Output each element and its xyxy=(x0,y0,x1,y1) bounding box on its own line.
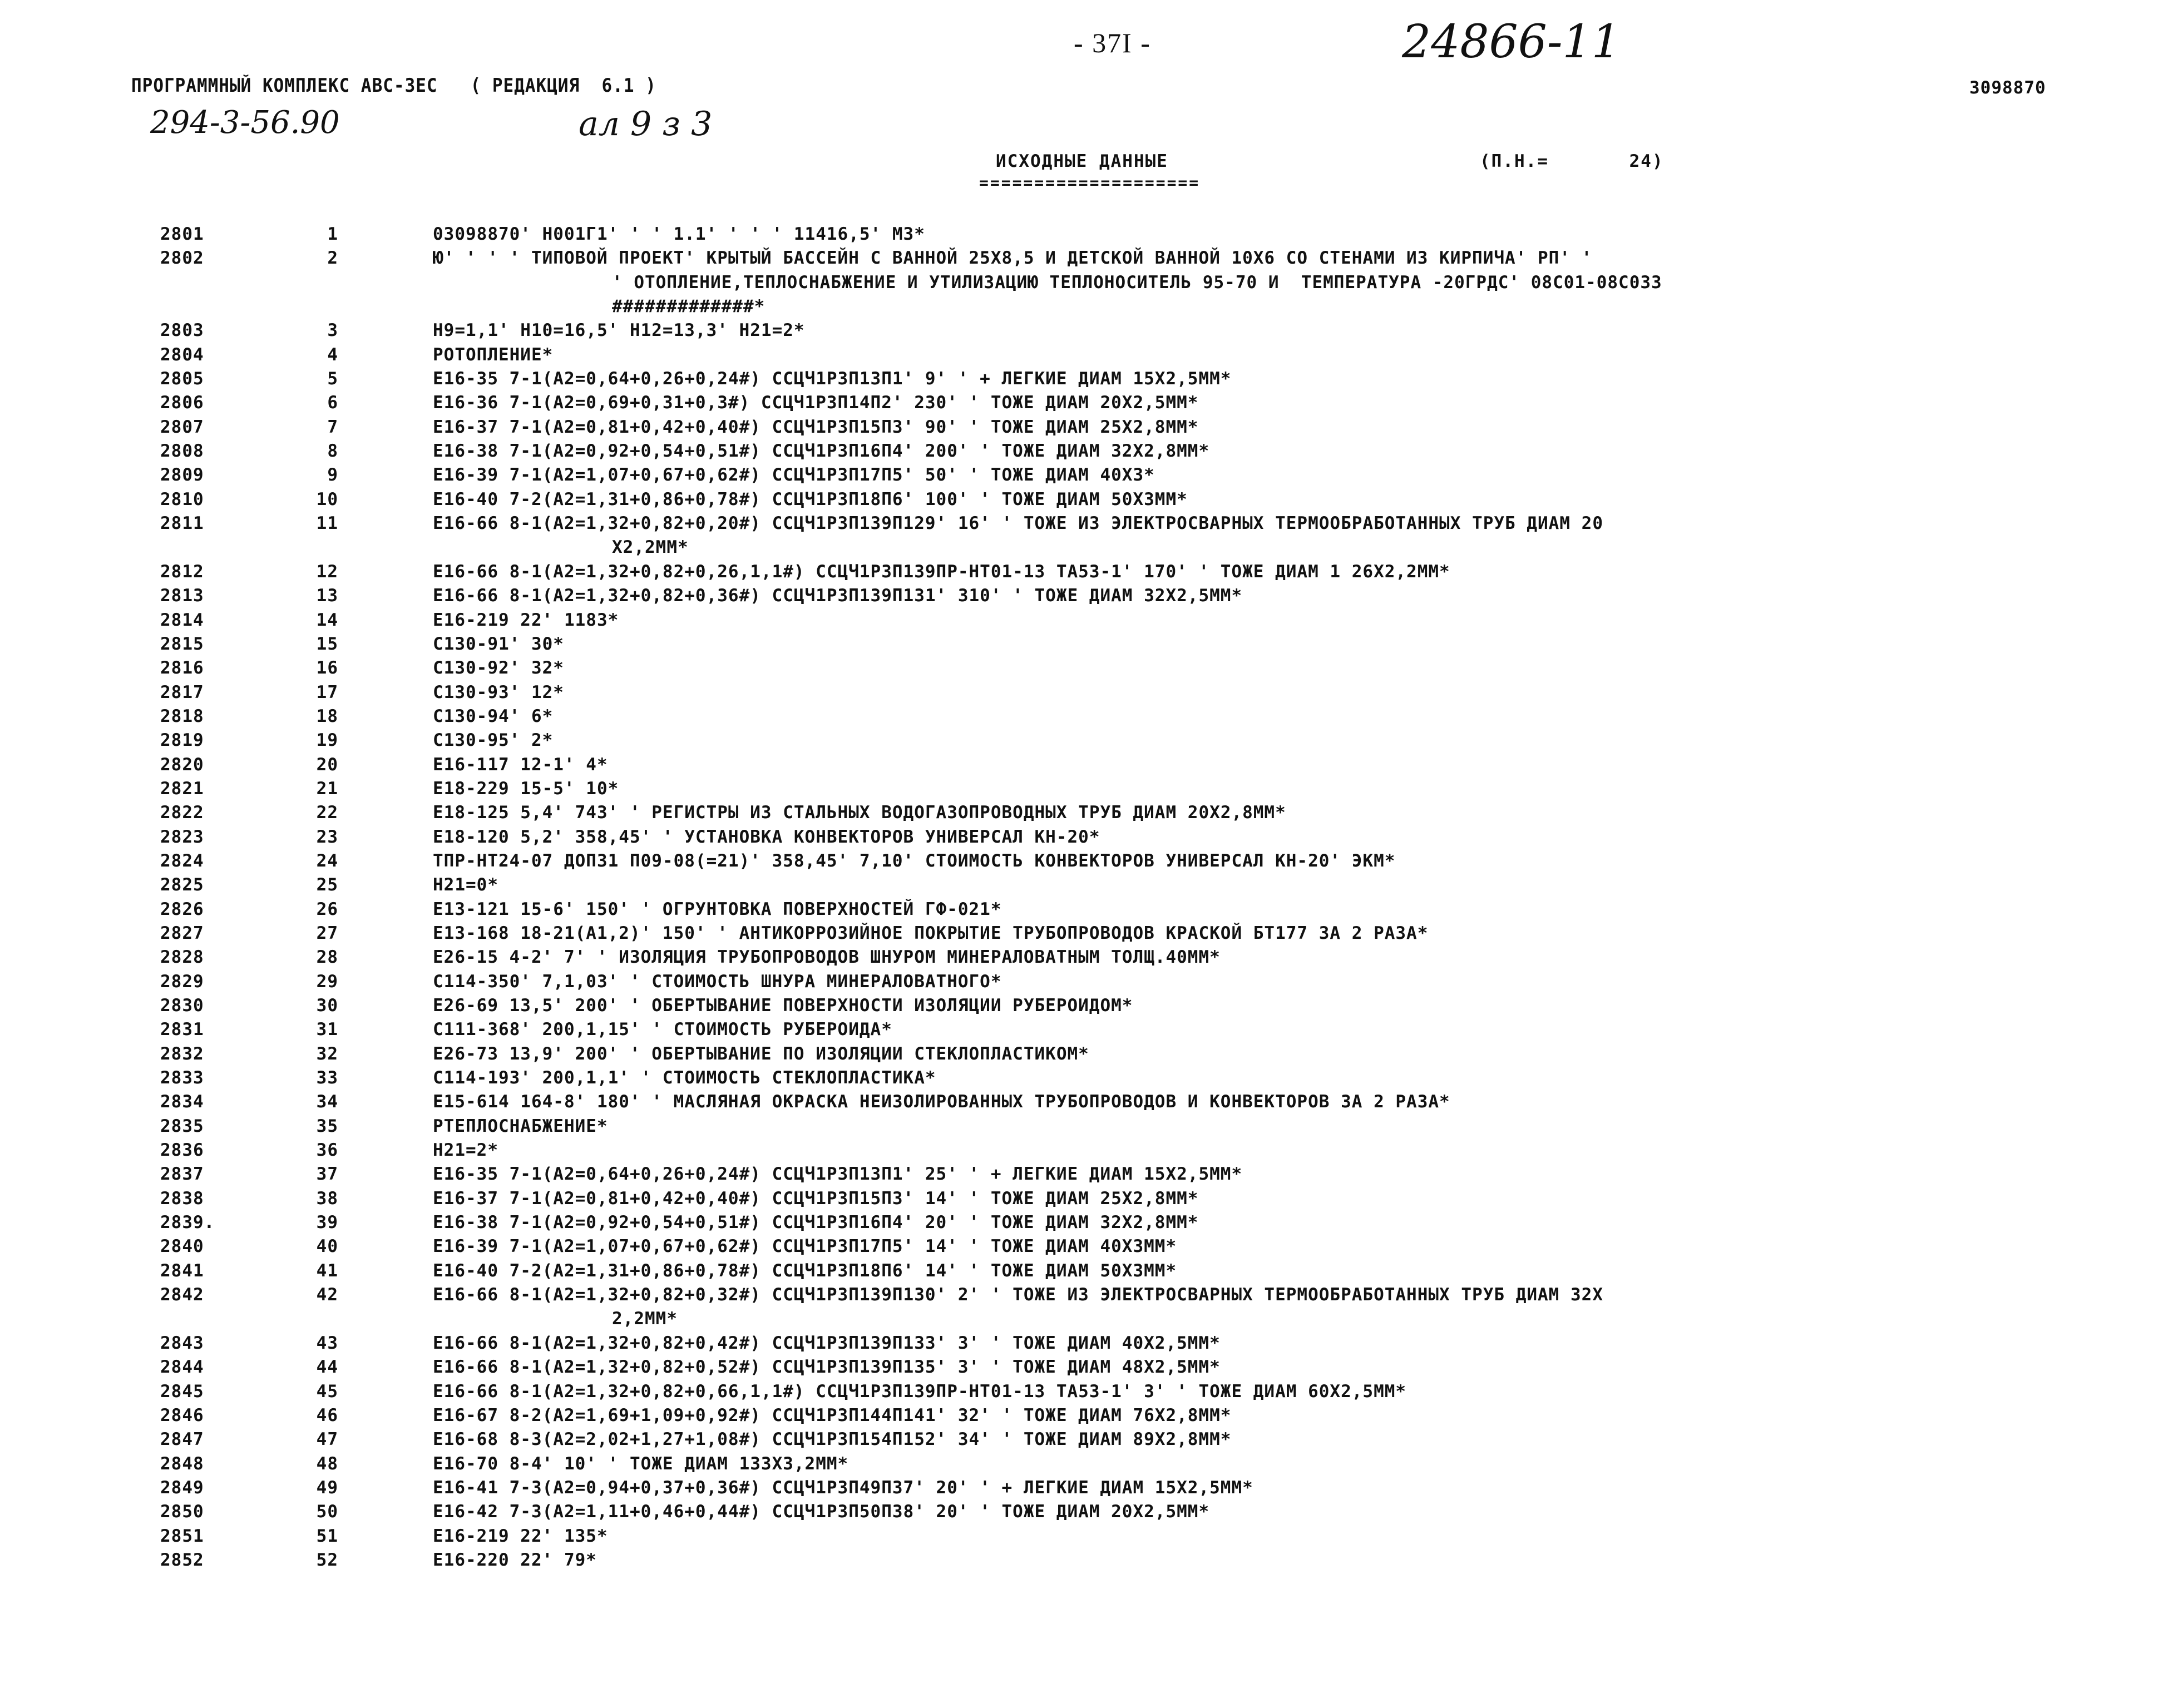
row-code: 2836 xyxy=(160,1140,204,1161)
row-text: С130-94' 6* xyxy=(433,706,554,726)
listing-row xyxy=(0,1476,2168,1500)
row-number: 45 xyxy=(316,1381,338,1402)
listing-row xyxy=(0,246,2168,270)
row-text: С114-193' 200,1,1' ' СТОИМОСТЬ СТЕКЛОПЛАСТИКА* xyxy=(433,1068,936,1088)
row-text: Ю' ' ' ' ТИПОВОЙ ПРОЕКТ' КРЫТЫЙ БАССЕЙН С ВАННОЙ 25Х8,5 И ДЕТСКОЙ ВАННОЙ 10Х6 СО СТЕНАМИ ИЗ КИРПИЧА' РП' ' xyxy=(433,248,1593,269)
row-continuation-text: #############* xyxy=(612,296,766,317)
row-text: Е16-37 7-1(А2=0,81+0,42+0,40#) ССЦЧ1Р3П15П3' 90' ' ТОЖЕ ДИАМ 25Х2,8ММ* xyxy=(433,417,1199,437)
row-code: 2824 xyxy=(160,850,204,871)
row-code: 2849 xyxy=(160,1477,204,1498)
row-text: ТПР-НТ24-07 ДОП31 П09-08(=21)' 358,45' 7,10' СТОИМОСТЬ КОНВЕКТОРОВ УНИВЕРСАЛ КН-20' ЭКМ* xyxy=(433,850,1396,871)
program-header: ПРОГРАММНЫЙ КОМПЛЕКС АВС-3ЕС ( РЕДАКЦИЯ 6.1 ) xyxy=(131,75,656,97)
listing-row xyxy=(0,849,2168,873)
row-code: 2804 xyxy=(160,344,204,365)
row-text: С111-368' 200,1,15' ' СТОИМОСТЬ РУБЕРОИДА* xyxy=(433,1019,892,1040)
row-number: 24 xyxy=(316,850,338,871)
listing-row xyxy=(0,222,2168,246)
row-number: 18 xyxy=(316,706,338,726)
row-text: РТЕПЛОСНАБЖЕНИЕ* xyxy=(433,1116,608,1136)
row-text: С130-91' 30* xyxy=(433,633,564,654)
listing-row xyxy=(0,825,2168,849)
listing-row xyxy=(0,777,2168,801)
row-number: 1 xyxy=(327,224,338,244)
row-number: 48 xyxy=(316,1453,338,1474)
row-text: Е26-73 13,9' 200' ' ОБЕРТЫВАНИЕ ПО ИЗОЛЯЦИИ СТЕКЛОПЛАСТИКОМ* xyxy=(433,1043,1089,1064)
row-code: 2807 xyxy=(160,417,204,437)
listing-row xyxy=(0,1548,2168,1572)
row-code: 2829 xyxy=(160,971,204,992)
listing-row xyxy=(0,1331,2168,1355)
row-text: С130-92' 32* xyxy=(433,658,564,679)
row-text: Е18-120 5,2' 358,45' ' УСТАНОВКА КОНВЕКТОРОВ УНИВЕРСАЛ КН-20* xyxy=(433,826,1100,847)
row-number: 13 xyxy=(316,586,338,606)
row-code: 2826 xyxy=(160,899,204,919)
row-text: Е16-66 8-1(А2=1,32+0,82+0,20#) ССЦЧ1Р3П139П129' 16' ' ТОЖЕ ИЗ ЭЛЕКТРОСВАРНЫХ ТЕРМООБРАБОТАННЫХ ТРУБ ДИАМ 20 xyxy=(433,513,1604,534)
row-number: 46 xyxy=(316,1405,338,1425)
row-code: 2808 xyxy=(160,441,204,462)
row-code: 2842 xyxy=(160,1285,204,1305)
row-code: 2825 xyxy=(160,875,204,895)
page-number: - 37I - xyxy=(1074,27,1151,58)
row-code: 2821 xyxy=(160,778,204,799)
row-code: 2847 xyxy=(160,1429,204,1450)
row-text: Е16-66 8-1(А2=1,32+0,82+0,66,1,1#) ССЦЧ1Р3П139ПР-НТ01-13 ТА53-1' 3' ' ТОЖЕ ДИАМ 60Х2,5ММ* xyxy=(433,1381,1407,1402)
row-text: Е16-36 7-1(А2=0,69+0,31+0,3#) ССЦЧ1Р3П14П2' 230' ' ТОЖЕ ДИАМ 20Х2,5ММ* xyxy=(433,393,1199,413)
row-number: 16 xyxy=(316,658,338,679)
row-number: 14 xyxy=(316,610,338,630)
row-code: 2810 xyxy=(160,489,204,509)
listing-row xyxy=(0,536,2168,560)
row-number: 15 xyxy=(316,633,338,654)
row-number: 40 xyxy=(316,1236,338,1257)
listing-row xyxy=(0,945,2168,969)
row-text: Е26-69 13,5' 200' ' ОБЕРТЫВАНИЕ ПОВЕРХНОСТИ ИЗОЛЯЦИИ РУБЕРОИДОМ* xyxy=(433,996,1133,1016)
row-number: 27 xyxy=(316,923,338,943)
row-text: Н21=0* xyxy=(433,875,498,895)
row-code: 2806 xyxy=(160,393,204,413)
listing-row xyxy=(0,1066,2168,1090)
listing-row xyxy=(0,1115,2168,1138)
row-code: 2820 xyxy=(160,754,204,775)
row-text: С130-95' 2* xyxy=(433,730,554,751)
row-text: Н21=2* xyxy=(433,1140,498,1161)
row-code: 2809 xyxy=(160,465,204,486)
row-number: 39 xyxy=(316,1212,338,1233)
row-text: Е16-41 7-3(А2=0,94+0,37+0,36#) ССЦЧ1Р3П49П37' 20' ' + ЛЕГКИЕ ДИАМ 15Х2,5ММ* xyxy=(433,1477,1253,1498)
listing-row xyxy=(0,1283,2168,1307)
row-text: С130-93' 12* xyxy=(433,682,564,702)
row-number: 21 xyxy=(316,778,338,799)
row-text: Е13-121 15-6' 150' ' ОГРУНТОВКА ПОВЕРХНОСТЕЙ ГФ-021* xyxy=(433,899,1002,919)
listing-row xyxy=(0,753,2168,777)
row-code: 2838 xyxy=(160,1188,204,1209)
row-number: 34 xyxy=(316,1092,338,1112)
row-number: 9 xyxy=(327,465,338,486)
row-number: 44 xyxy=(316,1357,338,1378)
row-continuation-text: ' ОТОПЛЕНИЕ,ТЕПЛОСНАБЖЕНИЕ И УТИЛИЗАЦИЮ ТЕПЛОНОСИТЕЛЬ 95-70 И ТЕМПЕРАТУРА -20ГРДС' 08С01-08С033 xyxy=(612,272,1662,293)
row-number: 41 xyxy=(316,1260,338,1281)
listing-row xyxy=(0,584,2168,608)
row-text: Е16-35 7-1(А2=0,64+0,26+0,24#) ССЦЧ1Р3П13П1' 9' ' + ЛЕГКИЕ ДИАМ 15Х2,5ММ* xyxy=(433,369,1232,389)
listing-row xyxy=(0,922,2168,945)
row-code: 2830 xyxy=(160,996,204,1016)
row-text: Е16-35 7-1(А2=0,64+0,26+0,24#) ССЦЧ1Р3П13П1' 25' ' + ЛЕГКИЕ ДИАМ 15Х2,5ММ* xyxy=(433,1164,1243,1185)
listing-row xyxy=(0,681,2168,705)
listing-row xyxy=(0,873,2168,897)
row-number: 5 xyxy=(327,369,338,389)
row-number: 37 xyxy=(316,1164,338,1185)
row-code: 2822 xyxy=(160,803,204,823)
row-number: 36 xyxy=(316,1140,338,1161)
listing-row xyxy=(0,801,2168,825)
row-text: Е16-37 7-1(А2=0,81+0,42+0,40#) ССЦЧ1Р3П15П3' 14' ' ТОЖЕ ДИАМ 25Х2,8ММ* xyxy=(433,1188,1199,1209)
row-text: Е18-229 15-5' 10* xyxy=(433,778,619,799)
row-number: 4 xyxy=(327,344,338,365)
row-text: 03098870' Н001Г1' ' ' 1.1' ' ' ' 11416,5' М3* xyxy=(433,224,925,244)
row-text: Е16-67 8-2(А2=1,69+1,09+0,92#) ССЦЧ1Р3П144П141' 32' ' ТОЖЕ ДИАМ 76Х2,8ММ* xyxy=(433,1405,1232,1425)
row-code: 2832 xyxy=(160,1043,204,1064)
listing-row xyxy=(0,1500,2168,1524)
listing-row xyxy=(0,391,2168,415)
listing-row xyxy=(0,705,2168,729)
row-text: Е16-219 22' 1183* xyxy=(433,610,619,630)
row-code: 2815 xyxy=(160,633,204,654)
listing-row xyxy=(0,1404,2168,1428)
row-code: 2805 xyxy=(160,369,204,389)
row-text: Е26-15 4-2' 7' ' ИЗОЛЯЦИЯ ТРУБОПРОВОДОВ ШНУРОМ МИНЕРАЛОВАТНЫМ ТОЛЩ.40ММ* xyxy=(433,947,1221,968)
header-reference-number: 3098870 xyxy=(1969,78,2046,98)
row-number: 3 xyxy=(327,320,338,341)
listing-row xyxy=(0,1090,2168,1114)
row-code: 2823 xyxy=(160,826,204,847)
row-code: 2802 xyxy=(160,248,204,269)
row-code: 2818 xyxy=(160,706,204,726)
row-code: 2801 xyxy=(160,224,204,244)
row-code: 2848 xyxy=(160,1453,204,1474)
row-continuation-text: Х2,2ММ* xyxy=(612,537,689,558)
row-number: 50 xyxy=(316,1502,338,1522)
row-code: 2846 xyxy=(160,1405,204,1425)
row-number: 8 xyxy=(327,441,338,462)
listing-row xyxy=(0,1042,2168,1066)
row-text: Н9=1,1' Н10=16,5' Н12=13,3' Н21=2* xyxy=(433,320,805,341)
row-number: 51 xyxy=(316,1526,338,1546)
row-code: 2850 xyxy=(160,1502,204,1522)
listing-row xyxy=(0,1235,2168,1259)
row-text: Е16-117 12-1' 4* xyxy=(433,754,608,775)
row-text: Е16-220 22' 79* xyxy=(433,1549,597,1570)
listing-row xyxy=(0,1380,2168,1404)
row-number: 38 xyxy=(316,1188,338,1209)
listing-row xyxy=(0,656,2168,680)
row-text: РОТОПЛЕНИЕ* xyxy=(433,344,554,365)
row-text: Е16-42 7-3(А2=1,11+0,46+0,44#) ССЦЧ1Р3П50П38' 20' ' ТОЖЕ ДИАМ 20Х2,5ММ* xyxy=(433,1502,1210,1522)
row-number: 31 xyxy=(316,1019,338,1040)
row-number: 28 xyxy=(316,947,338,968)
listing-row xyxy=(0,295,2168,319)
row-text: Е16-39 7-1(А2=1,07+0,67+0,62#) ССЦЧ1Р3П17П5' 14' ' ТОЖЕ ДИАМ 40Х3ММ* xyxy=(433,1236,1177,1257)
row-text: Е18-125 5,4' 743' ' РЕГИСТРЫ ИЗ СТАЛЬНЫХ ВОДОГАЗОПРОВОДНЫХ ТРУБ ДИАМ 20Х2,8ММ* xyxy=(433,803,1286,823)
row-number: 25 xyxy=(316,875,338,895)
handwritten-document-number: 24866-11 xyxy=(1402,16,1621,68)
row-number: 7 xyxy=(327,417,338,437)
row-text: С114-350' 7,1,03' ' СТОИМОСТЬ ШНУРА МИНЕРАЛОВАТНОГО* xyxy=(433,971,1002,992)
listing-row xyxy=(0,463,2168,487)
row-text: Е16-66 8-1(А2=1,32+0,82+0,32#) ССЦЧ1Р3П139П130' 2' ' ТОЖЕ ИЗ ЭЛЕКТРОСВАРНЫХ ТЕРМООБРАБОТАННЫХ ТРУБ ДИАМ 32Х xyxy=(433,1285,1604,1305)
row-number: 30 xyxy=(316,996,338,1016)
row-text: Е13-168 18-21(А1,2)' 150' ' АНТИКОРРОЗИЙНОЕ ПОКРЫТИЕ ТРУБОПРОВОДОВ КРАСКОЙ БТ177 ЗА 2 РАЗА* xyxy=(433,923,1429,943)
listing-row xyxy=(0,488,2168,512)
row-number: 47 xyxy=(316,1429,338,1450)
listing-row xyxy=(0,729,2168,752)
row-code: 2843 xyxy=(160,1333,204,1353)
row-continuation-text: 2,2ММ* xyxy=(612,1309,678,1329)
row-code: 2837 xyxy=(160,1164,204,1185)
row-number: 33 xyxy=(316,1068,338,1088)
row-number: 11 xyxy=(316,513,338,534)
row-number: 22 xyxy=(316,803,338,823)
listing-row xyxy=(0,632,2168,656)
row-code: 2816 xyxy=(160,658,204,679)
listing-row xyxy=(0,560,2168,584)
row-text: Е16-39 7-1(А2=1,07+0,67+0,62#) ССЦЧ1Р3П17П5' 50' ' ТОЖЕ ДИАМ 40Х3* xyxy=(433,465,1155,486)
listing-row xyxy=(0,1524,2168,1548)
listing-row xyxy=(0,1211,2168,1235)
section-title-underline: ==================== xyxy=(979,174,1201,192)
listing-row xyxy=(0,994,2168,1018)
row-code: 2814 xyxy=(160,610,204,630)
listing-row xyxy=(0,319,2168,343)
listing-row xyxy=(0,970,2168,994)
row-code: 2844 xyxy=(160,1357,204,1378)
row-code: 2803 xyxy=(160,320,204,341)
listing-row xyxy=(0,1187,2168,1211)
listing-row xyxy=(0,343,2168,367)
row-code: 2852 xyxy=(160,1549,204,1570)
listing-row xyxy=(0,1355,2168,1379)
row-number: 23 xyxy=(316,826,338,847)
input-data-listing xyxy=(0,222,2168,1572)
row-code: 2811 xyxy=(160,513,204,534)
row-number: 52 xyxy=(316,1549,338,1570)
row-text: Е15-614 164-8' 180' ' МАСЛЯНАЯ ОКРАСКА НЕИЗОЛИРОВАННЫХ ТРУБОПРОВОДОВ И КОНВЕКТОРОВ ЗА 2 РАЗА* xyxy=(433,1092,1450,1112)
row-text: Е16-70 8-4' 10' ' ТОЖЕ ДИАМ 133Х3,2ММ* xyxy=(433,1453,849,1474)
section-title: ИСХОДНЫЕ ДАННЫЕ xyxy=(996,151,1168,171)
listing-row xyxy=(0,271,2168,295)
row-code: 2827 xyxy=(160,923,204,943)
row-text: Е16-66 8-1(А2=1,32+0,82+0,26,1,1#) ССЦЧ1Р3П139ПР-НТ01-13 ТА53-1' 170' ' ТОЖЕ ДИАМ 1 26Х2,2ММ* xyxy=(433,561,1450,582)
row-code: 2812 xyxy=(160,561,204,582)
row-text: Е16-66 8-1(А2=1,32+0,82+0,52#) ССЦЧ1Р3П139П135' 3' ' ТОЖЕ ДИАМ 48Х2,5ММ* xyxy=(433,1357,1221,1378)
listing-row xyxy=(0,898,2168,922)
row-number: 2 xyxy=(327,248,338,269)
row-code: 2840 xyxy=(160,1236,204,1257)
listing-row xyxy=(0,415,2168,439)
row-number: 35 xyxy=(316,1116,338,1136)
row-text: Е16-219 22' 135* xyxy=(433,1526,608,1546)
row-code: 2819 xyxy=(160,730,204,751)
row-code: 2839. xyxy=(160,1212,215,1233)
row-number: 32 xyxy=(316,1043,338,1064)
row-code: 2835 xyxy=(160,1116,204,1136)
row-text: Е16-66 8-1(А2=1,32+0,82+0,42#) ССЦЧ1Р3П139П133' 3' ' ТОЖЕ ДИАМ 40Х2,5ММ* xyxy=(433,1333,1221,1353)
row-code: 2845 xyxy=(160,1381,204,1402)
row-code: 2813 xyxy=(160,586,204,606)
row-number: 10 xyxy=(316,489,338,509)
listing-row xyxy=(0,1259,2168,1283)
listing-row xyxy=(0,1428,2168,1452)
handwritten-project-code: 294-3-56.90 xyxy=(150,105,340,141)
listing-row xyxy=(0,367,2168,391)
row-number: 42 xyxy=(316,1285,338,1305)
row-code: 2834 xyxy=(160,1092,204,1112)
row-number: 17 xyxy=(316,682,338,702)
listing-row xyxy=(0,512,2168,536)
listing-row xyxy=(0,1018,2168,1042)
row-code: 2851 xyxy=(160,1526,204,1546)
listing-row xyxy=(0,439,2168,463)
row-number: 20 xyxy=(316,754,338,775)
row-number: 6 xyxy=(327,393,338,413)
row-number: 26 xyxy=(316,899,338,919)
row-text: Е16-38 7-1(А2=0,92+0,54+0,51#) ССЦЧ1Р3П16П4' 20' ' ТОЖЕ ДИАМ 32Х2,8ММ* xyxy=(433,1212,1199,1233)
section-parameter: (П.Н.= 24) xyxy=(1480,151,1664,171)
row-code: 2831 xyxy=(160,1019,204,1040)
row-text: Е16-66 8-1(А2=1,32+0,82+0,36#) ССЦЧ1Р3П139П131' 310' ' ТОЖЕ ДИАМ 32Х2,5ММ* xyxy=(433,586,1243,606)
row-code: 2828 xyxy=(160,947,204,968)
row-number: 19 xyxy=(316,730,338,751)
row-text: Е16-38 7-1(А2=0,92+0,54+0,51#) ССЦЧ1Р3П16П4' 200' ' ТОЖЕ ДИАМ 32Х2,8ММ* xyxy=(433,441,1210,462)
listing-row xyxy=(0,608,2168,632)
row-code: 2833 xyxy=(160,1068,204,1088)
handwritten-album-mark: ал 9 з 3 xyxy=(579,105,713,143)
row-number: 43 xyxy=(316,1333,338,1353)
row-text: Е16-68 8-3(А2=2,02+1,27+1,08#) ССЦЧ1Р3П154П152' 34' ' ТОЖЕ ДИАМ 89Х2,8ММ* xyxy=(433,1429,1232,1450)
row-number: 49 xyxy=(316,1477,338,1498)
row-number: 29 xyxy=(316,971,338,992)
listing-row xyxy=(0,1138,2168,1162)
listing-row xyxy=(0,1162,2168,1186)
listing-row xyxy=(0,1452,2168,1476)
row-text: Е16-40 7-2(А2=1,31+0,86+0,78#) ССЦЧ1Р3П18П6' 100' ' ТОЖЕ ДИАМ 50Х3ММ* xyxy=(433,489,1188,509)
listing-row xyxy=(0,1307,2168,1331)
row-text: Е16-40 7-2(А2=1,31+0,86+0,78#) ССЦЧ1Р3П18П6' 14' ' ТОЖЕ ДИАМ 50Х3ММ* xyxy=(433,1260,1177,1281)
row-number: 12 xyxy=(316,561,338,582)
row-code: 2841 xyxy=(160,1260,204,1281)
row-code: 2817 xyxy=(160,682,204,702)
